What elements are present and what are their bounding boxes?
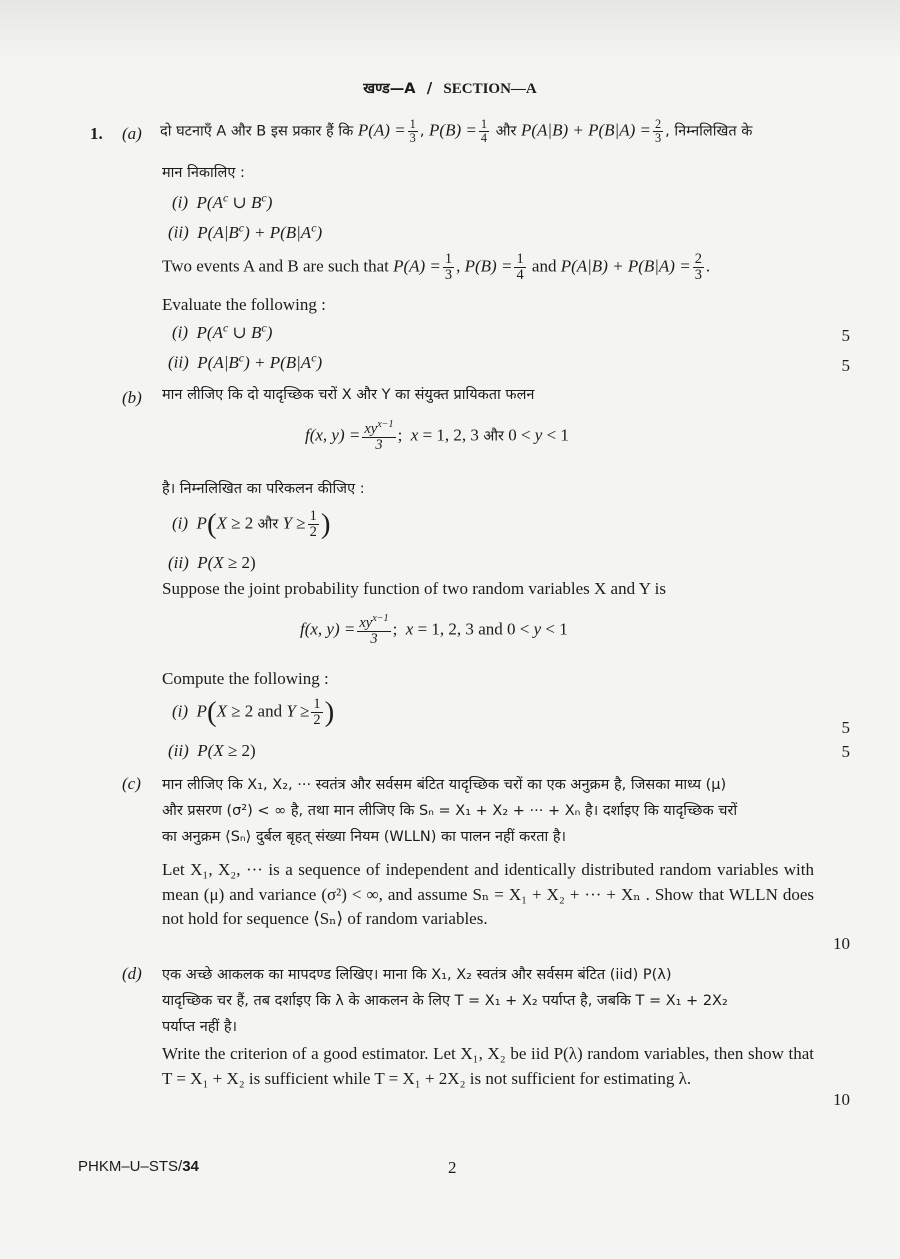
part-a-hindi-line2: मान निकालिए : <box>162 165 245 181</box>
part-d-hindi <box>162 962 822 1040</box>
part-d-hindi-line2: यादृच्छिक चर हैं, तब दर्शाइए कि λ के आकलन के लिए T = X₁ + X₂ पर्याप्त है, जबकि T = X₁ + 2X₂ <box>162 993 728 1009</box>
part-c-label: (c) <box>122 774 141 793</box>
part-b-english-formula: f(x, y) = $\frac{xy^{x-1}}{3}$ ; x = 1, 2, 3 and 0 < y < 1 <box>300 613 568 647</box>
item-i-label: (i) <box>172 513 189 533</box>
paper-code-number: 34 <box>182 1158 199 1175</box>
part-b-english-intro: Suppose the joint probability function of two random variables X and Y is <box>162 579 666 598</box>
part-a-hindi-tail: निम्नलिखित के <box>674 123 753 140</box>
section-header <box>0 78 900 98</box>
part-b-english-compute: Compute the following : <box>162 669 329 688</box>
item-i-label: (i) <box>172 192 189 212</box>
formula-hindi-and: और <box>483 428 504 445</box>
part-a-hindi-intro: दो घटनाएँ A और B इस प्रकार हैं कि <box>160 123 354 140</box>
part-a-english-and: and <box>531 256 557 276</box>
item-english-and: and <box>257 701 283 721</box>
section-header-hindi: खण्ड—A <box>363 81 416 97</box>
item-i-label: (i) <box>172 701 189 721</box>
item-ii-label: (ii) <box>168 222 189 242</box>
part-d-hindi-line1: एक अच्छे आकलक का मापदण्ड लिखिए। माना कि X₁, X₂ स्वतंत्र और सर्वसम बंटित (iid) P(λ) <box>162 967 672 983</box>
paper-code <box>78 1158 199 1175</box>
part-b-hindi-formula: f(x, y) = $\frac{xy^{x-1}}{3}$ ; x = 1, 2, 3 और 0 < y < 1 <box>305 419 569 453</box>
part-d-label: (d) <box>122 964 142 983</box>
section-header-separator: / <box>426 79 433 97</box>
part-a-evaluate: Evaluate the following : <box>162 295 326 314</box>
page-number: 2 <box>448 1158 457 1177</box>
part-b-label: (b) <box>122 388 142 407</box>
part-c-hindi-line3: का अनुक्रम ⟨Sₙ⟩ दुर्बल बृहत् संख्या नियम (WLLN) का पालन नहीं करता है। <box>162 829 567 845</box>
part-c-hindi-line2: और प्रसरण (σ²) < ∞ है, तथा मान लीजिए कि Sₙ = X₁ + X₂ + ··· + Xₙ है। दर्शाइए कि यादृच्छिक चरों <box>162 803 738 819</box>
part-b-english-item-i: (i) P(X ≥ 2 and Y ≥ $\frac{1}{2}$ ) <box>172 696 335 729</box>
part-a-label: (a) <box>122 124 142 143</box>
section-header-english: SECTION—A <box>443 81 537 97</box>
part-b-hindi-item-i: (i) P(X ≥ 2 और Y ≥ $\frac{1}{2}$ ) <box>172 508 331 541</box>
scan-shading <box>0 0 900 60</box>
part-a-hindi-item-ii: (ii) $P(A|B^c) + P(B|A^c)$ <box>168 220 323 242</box>
part-b-english-item-ii: (ii) P(X ≥ 2) <box>168 741 256 760</box>
paper-code-prefix: PHKM–U–STS/ <box>78 1158 183 1175</box>
item-hindi-and: और <box>257 516 279 533</box>
marks-a-ii: 5 <box>841 356 850 375</box>
part-b-hindi-item-ii: (ii) P(X ≥ 2) <box>168 553 256 572</box>
item-i-label: (i) <box>172 322 189 342</box>
part-a-hindi-item-i: (i) $P(A^c$ ∪ $B^c$) <box>172 190 273 212</box>
marks-d: 10 <box>833 1090 850 1109</box>
part-d-hindi-line3: पर्याप्त नहीं है। <box>162 1019 238 1035</box>
formula-english-and: and <box>478 619 503 639</box>
item-ii-label: (ii) <box>168 352 189 372</box>
part-c-english: Let X₁, X₂, ··· is a sequence of independent and identically distributed random variables with mean (μ) and variance (σ²) < ∞, and assume Sₙ = X₁ + X₂ + ··· + Xₙ . Show that WLLN does not hold for sequence ⟨Sₙ⟩ of random variables. <box>162 860 814 928</box>
item-ii-label: (ii) <box>168 741 189 760</box>
part-b-hindi-compute: है। निम्नलिखित का परिकलन कीजिए : <box>162 481 365 497</box>
part-a-english-intro: Two events A and B are such that P(A) = $\frac{1}{3}$ , P(B) = $\frac{1}{4}$ and P(A|B) + P(B|A) = $\frac{2}{3}$ . <box>162 251 711 284</box>
item-ii-label: (ii) <box>168 553 189 572</box>
part-a-english-intro-text: Two events A and B are such that <box>162 256 389 276</box>
marks-a-i: 5 <box>841 326 850 345</box>
marks-c: 10 <box>833 934 850 953</box>
part-a-hindi-line1: दो घटनाएँ A और B इस प्रकार हैं कि P(A) = $\frac{1}{3}$ , P(B) = $\frac{1}{4}$ और P(A|B) + P(B|A) = $\frac{2}{3}$ , निम्नलिखित के <box>160 117 753 145</box>
part-b-hindi-intro: मान लीजिए कि दो यादृच्छिक चरों X और Y का संयुक्त प्रायिकता फलन <box>162 387 535 403</box>
part-c-hindi-line1: मान लीजिए कि X₁, X₂, ··· स्वतंत्र और सर्वसम बंटित यादृच्छिक चरों का एक अनुक्रम है, जिसका माध्य (μ) <box>162 777 727 793</box>
part-a-english-item-ii: (ii) $P(A|B^c) + P(B|A^c)$ <box>168 350 323 372</box>
part-a-english-item-i: (i) $P(A^c$ ∪ $B^c$) <box>172 320 273 342</box>
part-a-hindi-and: और <box>495 123 517 140</box>
marks-b-ii: 5 <box>841 742 850 761</box>
part-d-english: Write the criterion of a good estimator. Let X₁, X₂ be iid P(λ) random variables, then show that T = X₁ + X₂ is sufficient while T = X₁ + 2X₂ is not sufficient for estimating λ. <box>162 1044 814 1088</box>
marks-b-i: 5 <box>841 718 850 737</box>
question-number: 1. <box>90 124 103 143</box>
part-c-hindi <box>162 772 822 850</box>
